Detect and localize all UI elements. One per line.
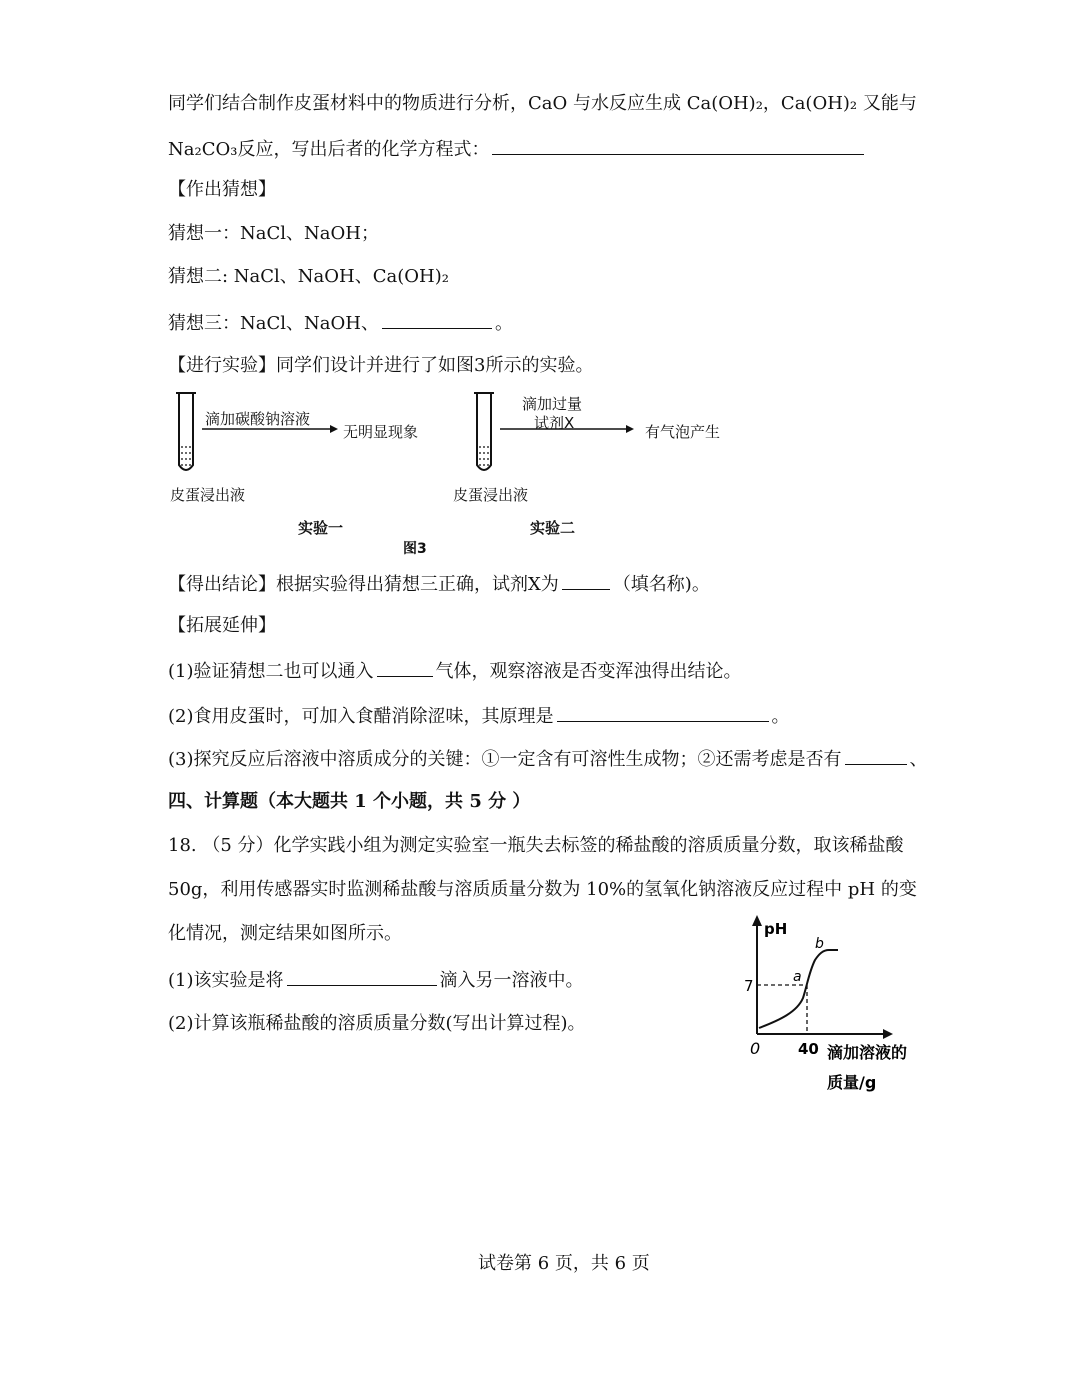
- exp1-caption: 实验一: [298, 519, 344, 537]
- exp1-reagent: 滴加碳酸钠溶液: [205, 410, 311, 428]
- extend-2-end: 。: [771, 706, 790, 727]
- extend-3-end: 、: [909, 749, 928, 770]
- guess-3: [168, 310, 513, 336]
- text-line-2: [168, 136, 867, 162]
- ph-curve: [759, 950, 838, 1028]
- equation-prompt: Na₂CO₃反应，写出后者的化学方程式：: [168, 139, 490, 160]
- conclusion: [168, 571, 710, 597]
- test-tube-1: [176, 393, 196, 470]
- guess-3-end: 。: [494, 313, 513, 334]
- q18-sub-1: [168, 967, 584, 993]
- exp1-tube-label: 皮蛋浸出液: [170, 486, 246, 504]
- q18-sub-1-text: (1)该实验是将: [168, 970, 284, 991]
- extend-1-text: (1)验证猜想二也可以通入: [168, 661, 374, 682]
- guess-1: 猜想一：NaCl、NaOH；: [168, 223, 379, 244]
- point-b-label: b: [815, 936, 824, 952]
- section-4-heading: 四、计算题（本大题共 1 个小题，共 5 分 ）: [168, 791, 531, 812]
- solution-blank[interactable]: [287, 967, 437, 986]
- gas-blank[interactable]: [377, 658, 433, 677]
- guess-2: 猜想二: NaCl、NaOH、Ca(OH)₂: [168, 266, 449, 287]
- conclusion-text: 【得出结论】根据实验得出猜想三正确，试剂X为: [168, 574, 559, 595]
- ph-chart: [735, 912, 935, 1102]
- guess-heading: 【作出猜想】: [168, 179, 276, 200]
- point-a-label: a: [793, 969, 802, 985]
- exp1-result: 无明显现象: [343, 423, 419, 441]
- q18-line-2: 50g，利用传感器实时监测稀盐酸与溶质质量分数为 10%的氢氧化钠溶液反应过程中 pH 的变: [168, 879, 917, 900]
- exp2-reagent-line1: 滴加过量: [522, 395, 583, 413]
- extend-3-text: (3)探究反应后溶液中溶质成分的关键：①一定含有可溶性生成物；②还需考虑是否有: [168, 749, 842, 770]
- x-axis-label-line1: 滴加溶液的: [827, 1043, 908, 1062]
- exp2-reagent-line2: 试剂X: [534, 414, 575, 432]
- x-tick-40: 40: [798, 1040, 819, 1058]
- exp2-result: 有气泡产生: [645, 423, 721, 441]
- y-axis-label: pH: [764, 920, 788, 938]
- conclusion-end: （填名称)。: [612, 574, 710, 595]
- q18-line-1: 18. （5 分）化学实践小组为测定实验室一瓶失去标签的稀盐酸的溶质质量分数，取该稀盐酸: [168, 835, 904, 856]
- figure-3-caption: 图3: [403, 541, 427, 557]
- guess-3-blank[interactable]: [382, 310, 492, 329]
- extend-2-text: (2)食用皮蛋时，可加入食醋消除涩味，其原理是: [168, 706, 554, 727]
- extend-3: [168, 746, 928, 772]
- y-tick-7: 7: [744, 977, 754, 995]
- reagent-x-blank[interactable]: [562, 571, 610, 590]
- principle-blank[interactable]: [557, 703, 769, 722]
- consider-blank[interactable]: [845, 746, 907, 765]
- extend-1-end: 气体，观察溶液是否变浑浊得出结论。: [435, 661, 742, 682]
- exp2-tube-label: 皮蛋浸出液: [453, 486, 529, 504]
- extend-1: [168, 658, 742, 684]
- y-axis-arrow: [752, 915, 762, 926]
- text-line-1: 同学们结合制作皮蛋材料中的物质进行分析，CaO 与水反应生成 Ca(OH)₂，Ca(OH)₂ 又能与: [168, 93, 917, 114]
- guess-3-text: 猜想三：NaCl、NaOH、: [168, 313, 379, 334]
- exp2-caption: 实验二: [530, 519, 576, 537]
- equation-answer-blank[interactable]: [492, 136, 864, 155]
- extend-2: [168, 703, 790, 729]
- test-tube-2: [474, 393, 494, 470]
- extend-heading: 【拓展延伸】: [168, 615, 276, 636]
- q18-sub-1-end: 滴入另一溶液中。: [439, 970, 584, 991]
- experiment-heading: 【进行实验】同学们设计并进行了如图3所示的实验。: [168, 355, 594, 376]
- q18-line-3: 化情况，测定结果如图所示。: [168, 923, 402, 944]
- x-axis-label-line2: 质量/g: [827, 1073, 877, 1092]
- x-axis-arrow: [883, 1029, 893, 1039]
- origin-label: 0: [750, 1039, 761, 1058]
- page-footer: 试卷第 6 页，共 6 页: [478, 1253, 650, 1274]
- q18-sub-2: (2)计算该瓶稀盐酸的溶质质量分数(写出计算过程)。: [168, 1013, 586, 1034]
